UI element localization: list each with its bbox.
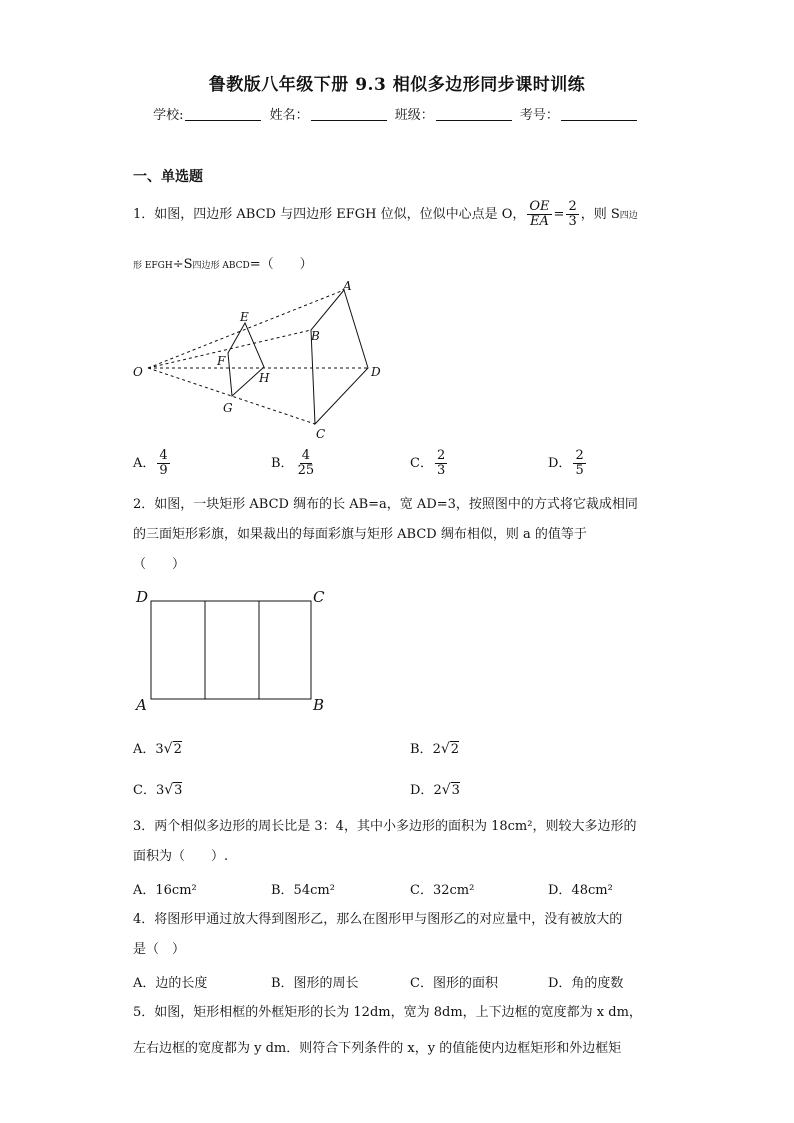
q1-homothety-figure bbox=[128, 276, 388, 446]
label-h: H bbox=[259, 371, 270, 385]
question-1-line-1 bbox=[133, 200, 663, 231]
q2-option-d[interactable]: D．2√3 bbox=[410, 782, 460, 798]
number-label: 考号： bbox=[519, 108, 559, 123]
question-5-line-1: 5．如图，矩形相框的外框矩形的长为 12dm，宽为 8dm，上下边框的宽度都为 x dm， bbox=[133, 1005, 642, 1020]
q4-option-b[interactable]: B．图形的周长 bbox=[271, 976, 359, 991]
q1-option-d[interactable]: D． $\frac{2}{5}$ bbox=[548, 448, 584, 478]
section-heading: 一、单选题 bbox=[133, 169, 203, 185]
ray-ob bbox=[148, 330, 311, 368]
label-b: B bbox=[311, 329, 320, 343]
name-label: 姓名： bbox=[269, 108, 309, 123]
q2-option-a[interactable]: A．3√2 bbox=[133, 741, 182, 757]
q1-option-c[interactable]: C． $\frac{2}{3}$ bbox=[410, 448, 446, 478]
question-2-line-2: 的三面矩形彩旗，如果裁出的每面彩旗与矩形 ABCD 绸布相似，则 a 的值等于 bbox=[133, 527, 587, 542]
q1-subscript-abcd: 四边形 ABCD bbox=[192, 261, 250, 271]
q4-option-c[interactable]: C．图形的面积 bbox=[410, 976, 498, 991]
name-blank[interactable] bbox=[311, 108, 387, 121]
question-4-line-1: 4．将图形甲通过放大得到图形乙，那么在图形甲与图形乙的对应量中，没有被放大的 bbox=[133, 912, 623, 927]
question-5-line-2: 左右边框的宽度都为 y dm．则符合下列条件的 x，y 的值能使内边框矩形和外边框矩 bbox=[133, 1041, 622, 1056]
q2-rectangle-figure bbox=[130, 584, 340, 719]
q3-option-d[interactable]: D．48cm² bbox=[548, 883, 613, 898]
number-blank[interactable] bbox=[561, 108, 637, 121]
q1-subscript-1: 四边 bbox=[619, 211, 638, 221]
q1-text-a: 1．如图，四边形 ABCD 与四边形 EFGH 位似，位似中心点是 O， bbox=[133, 207, 526, 222]
label-d: D bbox=[136, 588, 149, 606]
rect-abcd bbox=[151, 601, 311, 699]
school-label: 学校: bbox=[153, 108, 184, 123]
school-blank[interactable] bbox=[185, 108, 261, 121]
label-b: B bbox=[313, 696, 325, 714]
q3-option-b[interactable]: B．54cm² bbox=[271, 883, 335, 898]
class-label: 班级： bbox=[394, 108, 434, 123]
label-g: G bbox=[223, 401, 233, 415]
q1-operator: ÷S bbox=[172, 257, 193, 272]
q2-option-b[interactable]: B．2√2 bbox=[410, 741, 460, 757]
q1-option-a[interactable]: A． $\frac{4}{9}$ bbox=[133, 448, 168, 478]
q1-fraction-2-3: $\frac{2}{3}$ bbox=[568, 199, 577, 229]
question-3-line-1: 3．两个相似多边形的周长比是 3：4，其中小多边形的面积为 18cm²，则较大多边形的 bbox=[133, 819, 637, 834]
quad-abcd bbox=[311, 290, 368, 424]
q1-equals: = bbox=[553, 207, 565, 222]
label-a: A bbox=[136, 696, 147, 714]
label-a: A bbox=[343, 279, 352, 293]
label-c: C bbox=[316, 427, 326, 441]
question-3-line-2: 面积为（ ）. bbox=[133, 849, 229, 864]
page-title: 鲁教版八年级下册 9.3 相似多边形同步课时训练 bbox=[208, 75, 586, 95]
question-2-line-1: 2．如图，一块矩形 ABCD 绸布的长 AB=a，宽 AD=3，按照图中的方式将它裁成相同 bbox=[133, 497, 638, 512]
q1-fraction-oe-ea: $\frac{OE}{EA}$ bbox=[529, 199, 550, 229]
q3-option-c[interactable]: C．32cm² bbox=[410, 883, 475, 898]
label-o: O bbox=[133, 365, 143, 379]
q1-subscript-efgh: 形 EFGH bbox=[133, 261, 173, 271]
class-blank[interactable] bbox=[436, 108, 512, 121]
label-c: C bbox=[313, 588, 325, 606]
q1-option-b[interactable]: B． $\frac{4}{25}$ bbox=[271, 448, 315, 478]
q3-option-a[interactable]: A．16cm² bbox=[133, 883, 197, 898]
q2-option-c[interactable]: C．3√3 bbox=[133, 782, 183, 798]
q1-text-b: ，则 S bbox=[580, 207, 620, 222]
q4-option-a[interactable]: A．边的长度 bbox=[133, 976, 208, 991]
q1-tail: =（ ） bbox=[249, 257, 313, 272]
label-f: F bbox=[217, 354, 226, 368]
question-4-line-2: 是（ ） bbox=[133, 942, 186, 957]
student-info-line bbox=[0, 104, 794, 123]
q4-option-d[interactable]: D．角的度数 bbox=[548, 976, 624, 991]
label-e: E bbox=[240, 310, 249, 324]
label-d: D bbox=[371, 365, 381, 379]
question-2-line-3: （ ） bbox=[133, 557, 186, 572]
